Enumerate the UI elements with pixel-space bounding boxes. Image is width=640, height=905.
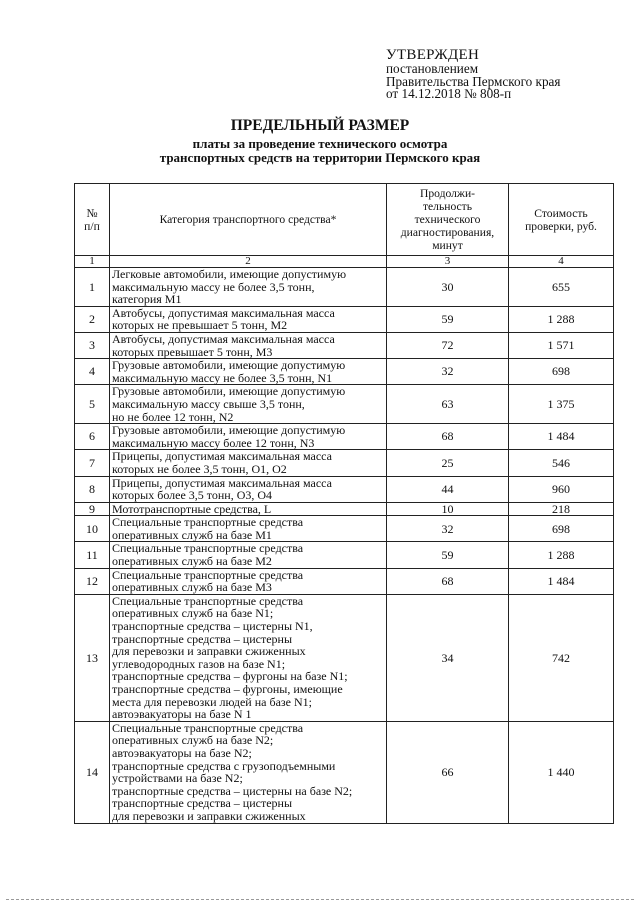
- category-line: но не более 12 тонн, N2: [112, 409, 234, 424]
- row-cost: 742: [509, 594, 614, 721]
- category-line: Мототранспортные средства, L: [112, 501, 272, 516]
- header-category: Категория транспортного средства*: [110, 184, 387, 256]
- row-minutes: 32: [387, 359, 509, 385]
- row-number: 7: [75, 450, 110, 476]
- category-line: транспортные средства с грузоподъемными: [112, 758, 336, 773]
- category-line: оперативных служб на базе M2: [112, 554, 272, 569]
- row-category: [110, 306, 387, 332]
- row-minutes: 59: [387, 306, 509, 332]
- row-cost: 1 375: [509, 385, 614, 424]
- row-minutes: 72: [387, 332, 509, 358]
- approval-block: [386, 48, 560, 101]
- category-line: оперативных служб на базе N2;: [112, 733, 274, 748]
- category-line: автоэвакуаторы на базе N 1: [112, 707, 252, 722]
- row-minutes: 10: [387, 502, 509, 516]
- category-line: Специальные транспортные средства: [112, 720, 304, 735]
- category-line: Специальные транспортные средства: [112, 515, 304, 530]
- table-row: [75, 502, 614, 516]
- column-number: 1: [75, 256, 110, 268]
- row-number: 4: [75, 359, 110, 385]
- header-row: [75, 184, 614, 256]
- row-number: 9: [75, 502, 110, 516]
- column-number: 4: [509, 256, 614, 268]
- category-line: транспортные средства – цистерны на базе N2;: [112, 783, 353, 798]
- row-cost: 1 288: [509, 542, 614, 568]
- row-number: 11: [75, 542, 110, 568]
- fee-table: [74, 183, 614, 824]
- category-line: Грузовые автомобили, имеющие допустимую: [112, 358, 346, 373]
- table-row: [75, 359, 614, 385]
- row-number: 5: [75, 385, 110, 424]
- row-cost: 960: [509, 476, 614, 502]
- table-row: [75, 268, 614, 307]
- category-line: Легковые автомобили, имеющие допустимую: [112, 267, 347, 281]
- category-line: оперативных служб на базе N1;: [112, 606, 274, 621]
- category-line: Грузовые автомобили, имеющие допустимую: [112, 423, 346, 438]
- row-number: 12: [75, 568, 110, 594]
- row-cost: 698: [509, 516, 614, 542]
- table-row: [75, 306, 614, 332]
- category-line: которых превышает 5 тонн, M3: [112, 344, 273, 359]
- category-line: транспортные средства – цистерны N1,: [112, 619, 313, 634]
- row-minutes: 68: [387, 424, 509, 450]
- row-cost: 1 571: [509, 332, 614, 358]
- table-row: [75, 542, 614, 568]
- category-line: которых более 3,5 тонн, O3, O4: [112, 488, 273, 503]
- row-minutes: 25: [387, 450, 509, 476]
- category-line: Специальные транспортные средства: [112, 541, 304, 556]
- category-line: Прицепы, допустимая максимальная масса: [112, 449, 332, 464]
- category-line: максимальную массу более 12 тонн, N3: [112, 435, 315, 450]
- row-category: [110, 359, 387, 385]
- row-minutes: 30: [387, 268, 509, 307]
- row-cost: 546: [509, 450, 614, 476]
- category-line: которых не более 3,5 тонн, O1, O2: [112, 461, 287, 476]
- category-line: транспортные средства – цистерны: [112, 796, 293, 811]
- row-minutes: 34: [387, 594, 509, 721]
- category-line: оперативных служб на базе M1: [112, 527, 272, 542]
- category-line: автоэвакуаторы на базе N2;: [112, 745, 252, 760]
- category-line: максимальную массу свыше 3,5 тонн,: [112, 396, 305, 411]
- approval-title: УТВЕРЖДЕН: [386, 47, 480, 63]
- column-number: 3: [387, 256, 509, 268]
- row-category: [110, 476, 387, 502]
- row-minutes: 59: [387, 542, 509, 568]
- category-line: для перевозки и заправки сжиженных: [112, 644, 306, 659]
- table-row: [75, 594, 614, 721]
- row-category: [110, 502, 387, 516]
- row-category: [110, 594, 387, 721]
- row-category: [110, 268, 387, 307]
- approval-line: Правительства Пермского края: [386, 73, 561, 89]
- row-minutes: 66: [387, 721, 509, 823]
- category-line: Специальные транспортные средства: [112, 567, 304, 582]
- row-category: [110, 721, 387, 823]
- row-number: 14: [75, 721, 110, 823]
- category-line: Грузовые автомобили, имеющие допустимую: [112, 384, 346, 399]
- subtitle-line: транспортных средств на территории Пермского края: [159, 150, 481, 165]
- category-line: транспортные средства – фургоны, имеющие: [112, 682, 343, 696]
- row-number: 13: [75, 594, 110, 721]
- row-minutes: 68: [387, 568, 509, 594]
- category-line: Специальные транспортные средства: [112, 593, 304, 608]
- row-category: [110, 332, 387, 358]
- approval-line: от 14.12.2018 № 808-п: [386, 86, 512, 101]
- row-minutes: 44: [387, 476, 509, 502]
- subtitle-line: платы за проведение технического осмотра: [192, 136, 448, 151]
- row-category: [110, 568, 387, 594]
- category-line: которых не превышает 5 тонн, M2: [112, 318, 288, 333]
- table-row: [75, 568, 614, 594]
- table-row: [75, 332, 614, 358]
- row-minutes: 63: [387, 385, 509, 424]
- table-row: [75, 385, 614, 424]
- row-cost: 698: [509, 359, 614, 385]
- category-line: устройствами на базе N2;: [112, 771, 243, 786]
- table-row: [75, 516, 614, 542]
- row-category: [110, 424, 387, 450]
- row-number: 2: [75, 306, 110, 332]
- row-category: [110, 516, 387, 542]
- category-line: Автобусы, допустимая максимальная масса: [112, 305, 335, 320]
- row-cost: 655: [509, 268, 614, 307]
- row-number: 6: [75, 424, 110, 450]
- table-row: [75, 721, 614, 823]
- header-duration: Продолжи- тельность технического диагностирования, минут: [387, 184, 509, 256]
- page-edge-divider: [6, 899, 634, 900]
- column-number: 2: [110, 256, 387, 268]
- document-title: ПРЕДЕЛЬНЫЙ РАЗМЕР: [230, 117, 410, 134]
- category-line: транспортные средства – цистерны: [112, 631, 293, 646]
- row-number: 8: [75, 476, 110, 502]
- table-row: [75, 450, 614, 476]
- category-line: максимальную массу не более 3,5 тонн, N1: [112, 370, 333, 385]
- category-line: максимальную массу не более 3,5 тонн,: [112, 279, 315, 294]
- document-subtitle: [0, 137, 640, 165]
- row-cost: 1 484: [509, 424, 614, 450]
- column-number-row: [75, 256, 614, 268]
- category-line: Автобусы, допустимая максимальная масса: [112, 331, 335, 346]
- header-cost: Стоимость проверки, руб.: [509, 184, 614, 256]
- table-row: [75, 424, 614, 450]
- category-line: категория M1: [112, 292, 182, 307]
- category-line: транспортные средства – фургоны на базе N1;: [112, 669, 348, 684]
- approval-line: постановлением: [386, 61, 479, 76]
- category-line: места для перевозки людей на базе N1;: [112, 694, 312, 709]
- row-cost: 1 484: [509, 568, 614, 594]
- row-cost: 218: [509, 502, 614, 516]
- row-cost: 1 440: [509, 721, 614, 823]
- row-category: [110, 385, 387, 424]
- row-cost: 1 288: [509, 306, 614, 332]
- row-category: [110, 542, 387, 568]
- header-num: № п/п: [75, 184, 110, 256]
- category-line: Прицепы, допустимая максимальная масса: [112, 475, 332, 490]
- category-line: для перевозки и заправки сжиженных: [112, 808, 306, 823]
- category-line: оперативных служб на базе M3: [112, 580, 272, 595]
- row-number: 10: [75, 516, 110, 542]
- row-number: 3: [75, 332, 110, 358]
- table-row: [75, 476, 614, 502]
- row-number: 1: [75, 268, 110, 307]
- row-minutes: 32: [387, 516, 509, 542]
- category-line: углеводородных газов на базе N1;: [112, 656, 286, 671]
- row-category: [110, 450, 387, 476]
